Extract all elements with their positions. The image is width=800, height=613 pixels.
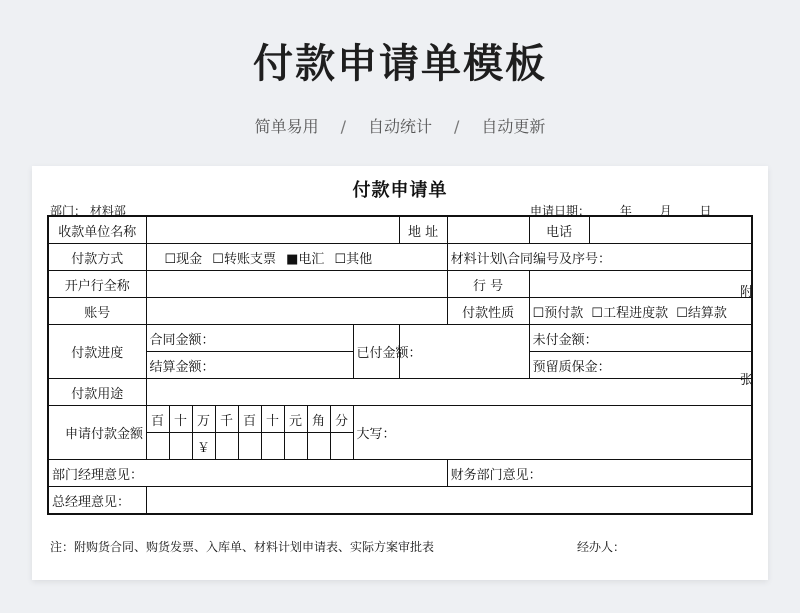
method-other-checkbox[interactable]: ☐其他 bbox=[334, 251, 373, 267]
tagline-item: 简单易用 bbox=[254, 117, 319, 136]
table-row bbox=[48, 325, 752, 352]
pay-method-label: 付款方式 bbox=[48, 244, 146, 271]
dept-label: 部门： bbox=[50, 204, 87, 218]
purpose-input[interactable] bbox=[146, 379, 752, 406]
bank-name-input[interactable] bbox=[146, 271, 447, 298]
gm-opinion-label: 总经理意见： bbox=[48, 487, 146, 515]
pay-nature-options bbox=[529, 298, 752, 325]
capital-amount-field[interactable]: 大写： bbox=[353, 406, 752, 460]
form-sheet bbox=[32, 166, 768, 580]
purpose-label: 付款用途 bbox=[48, 379, 146, 406]
contract-amount-field[interactable]: 合同金额： bbox=[146, 325, 353, 352]
digit-header: 角 bbox=[307, 406, 330, 433]
retention-field[interactable]: 预留质保金： bbox=[529, 352, 752, 379]
phone-label: 电话 bbox=[529, 216, 589, 244]
footnote: 注：附购货合同、购货发票、入库单、材料计划申请表、实际方案审批表 bbox=[50, 540, 435, 554]
date-year: 年 bbox=[619, 204, 632, 218]
digit-header: 万 bbox=[192, 406, 215, 433]
digit-cell[interactable] bbox=[146, 433, 169, 460]
digit-header: 十 bbox=[261, 406, 284, 433]
handler-label: 经办人： bbox=[577, 540, 626, 554]
page-title: 付款申请单模板 bbox=[253, 41, 547, 87]
phone-input[interactable] bbox=[589, 216, 752, 244]
settle-amount-field[interactable]: 结算金额： bbox=[146, 352, 353, 379]
date-label: 申请日期： bbox=[530, 204, 591, 218]
pay-nature-label: 付款性质 bbox=[447, 298, 529, 325]
digit-header: 十 bbox=[169, 406, 192, 433]
digit-header: 分 bbox=[330, 406, 353, 433]
tagline-separator: / bbox=[454, 117, 460, 136]
table-row bbox=[48, 379, 752, 406]
digit-cell[interactable] bbox=[169, 433, 192, 460]
digit-cell[interactable] bbox=[307, 433, 330, 460]
contract-no-field[interactable]: 材料计划\合同编号及序号： bbox=[447, 244, 752, 271]
apply-amount-label: 申请付款金额 bbox=[48, 406, 146, 460]
date-month: 月 bbox=[659, 204, 672, 218]
pay-method-options bbox=[146, 244, 447, 271]
account-label: 账号 bbox=[48, 298, 146, 325]
digit-cell[interactable] bbox=[284, 433, 307, 460]
table-row bbox=[48, 460, 752, 487]
nature-prepay-checkbox[interactable]: ☐预付款 bbox=[532, 305, 584, 321]
bank-label: 行 号 bbox=[447, 271, 529, 298]
tagline-item: 自动更新 bbox=[481, 117, 546, 136]
tagline-separator: / bbox=[340, 117, 346, 136]
table-row bbox=[48, 406, 752, 433]
digit-cell[interactable] bbox=[215, 433, 238, 460]
digit-header: 百 bbox=[238, 406, 261, 433]
nature-settle-checkbox[interactable]: ☐结算款 bbox=[676, 305, 727, 321]
method-cash-checkbox[interactable]: ☐现金 bbox=[164, 251, 203, 267]
dept-manager-opinion[interactable]: 部门经理意见： bbox=[48, 460, 447, 487]
digit-cell[interactable] bbox=[261, 433, 284, 460]
payee-input[interactable] bbox=[146, 216, 399, 244]
unpaid-amount-field[interactable]: 未付金额： bbox=[529, 325, 752, 352]
attachment-unit: 张 bbox=[740, 373, 754, 388]
digit-header: 千 bbox=[215, 406, 238, 433]
yen-symbol: ￥ bbox=[192, 433, 215, 460]
table-row bbox=[48, 298, 752, 325]
tagline bbox=[0, 114, 800, 137]
progress-label: 付款进度 bbox=[48, 325, 146, 379]
digit-header: 百 bbox=[146, 406, 169, 433]
digit-header: 元 bbox=[284, 406, 307, 433]
tagline-item: 自动统计 bbox=[367, 117, 432, 136]
finance-opinion[interactable]: 财务部门意见： bbox=[447, 460, 752, 487]
table-row bbox=[48, 487, 752, 515]
paid-amount-label: 已付金额： bbox=[353, 325, 399, 379]
date-day: 日 bbox=[699, 204, 712, 218]
address-label: 地 址 bbox=[399, 216, 447, 244]
form-title: 付款申请单 bbox=[352, 180, 448, 201]
method-wire-checkbox[interactable]: ■电汇 bbox=[286, 251, 325, 267]
attachment-label: 附 bbox=[740, 285, 754, 300]
address-input[interactable] bbox=[447, 216, 529, 244]
table-row bbox=[48, 216, 752, 244]
method-check-checkbox[interactable]: ☐转账支票 bbox=[212, 251, 276, 267]
table-row bbox=[48, 271, 752, 298]
bank-input[interactable] bbox=[529, 271, 752, 298]
account-input[interactable] bbox=[146, 298, 447, 325]
nature-progress-checkbox[interactable]: ☐工程进度款 bbox=[591, 305, 669, 321]
digit-cell[interactable] bbox=[238, 433, 261, 460]
table-row bbox=[48, 244, 752, 271]
dept-value[interactable]: 材料部 bbox=[89, 204, 126, 218]
payee-label: 收款单位名称 bbox=[48, 216, 146, 244]
gm-opinion-input[interactable] bbox=[146, 487, 752, 515]
digit-cell[interactable] bbox=[330, 433, 353, 460]
bank-name-label: 开户行全称 bbox=[48, 271, 146, 298]
form-table bbox=[47, 215, 753, 515]
